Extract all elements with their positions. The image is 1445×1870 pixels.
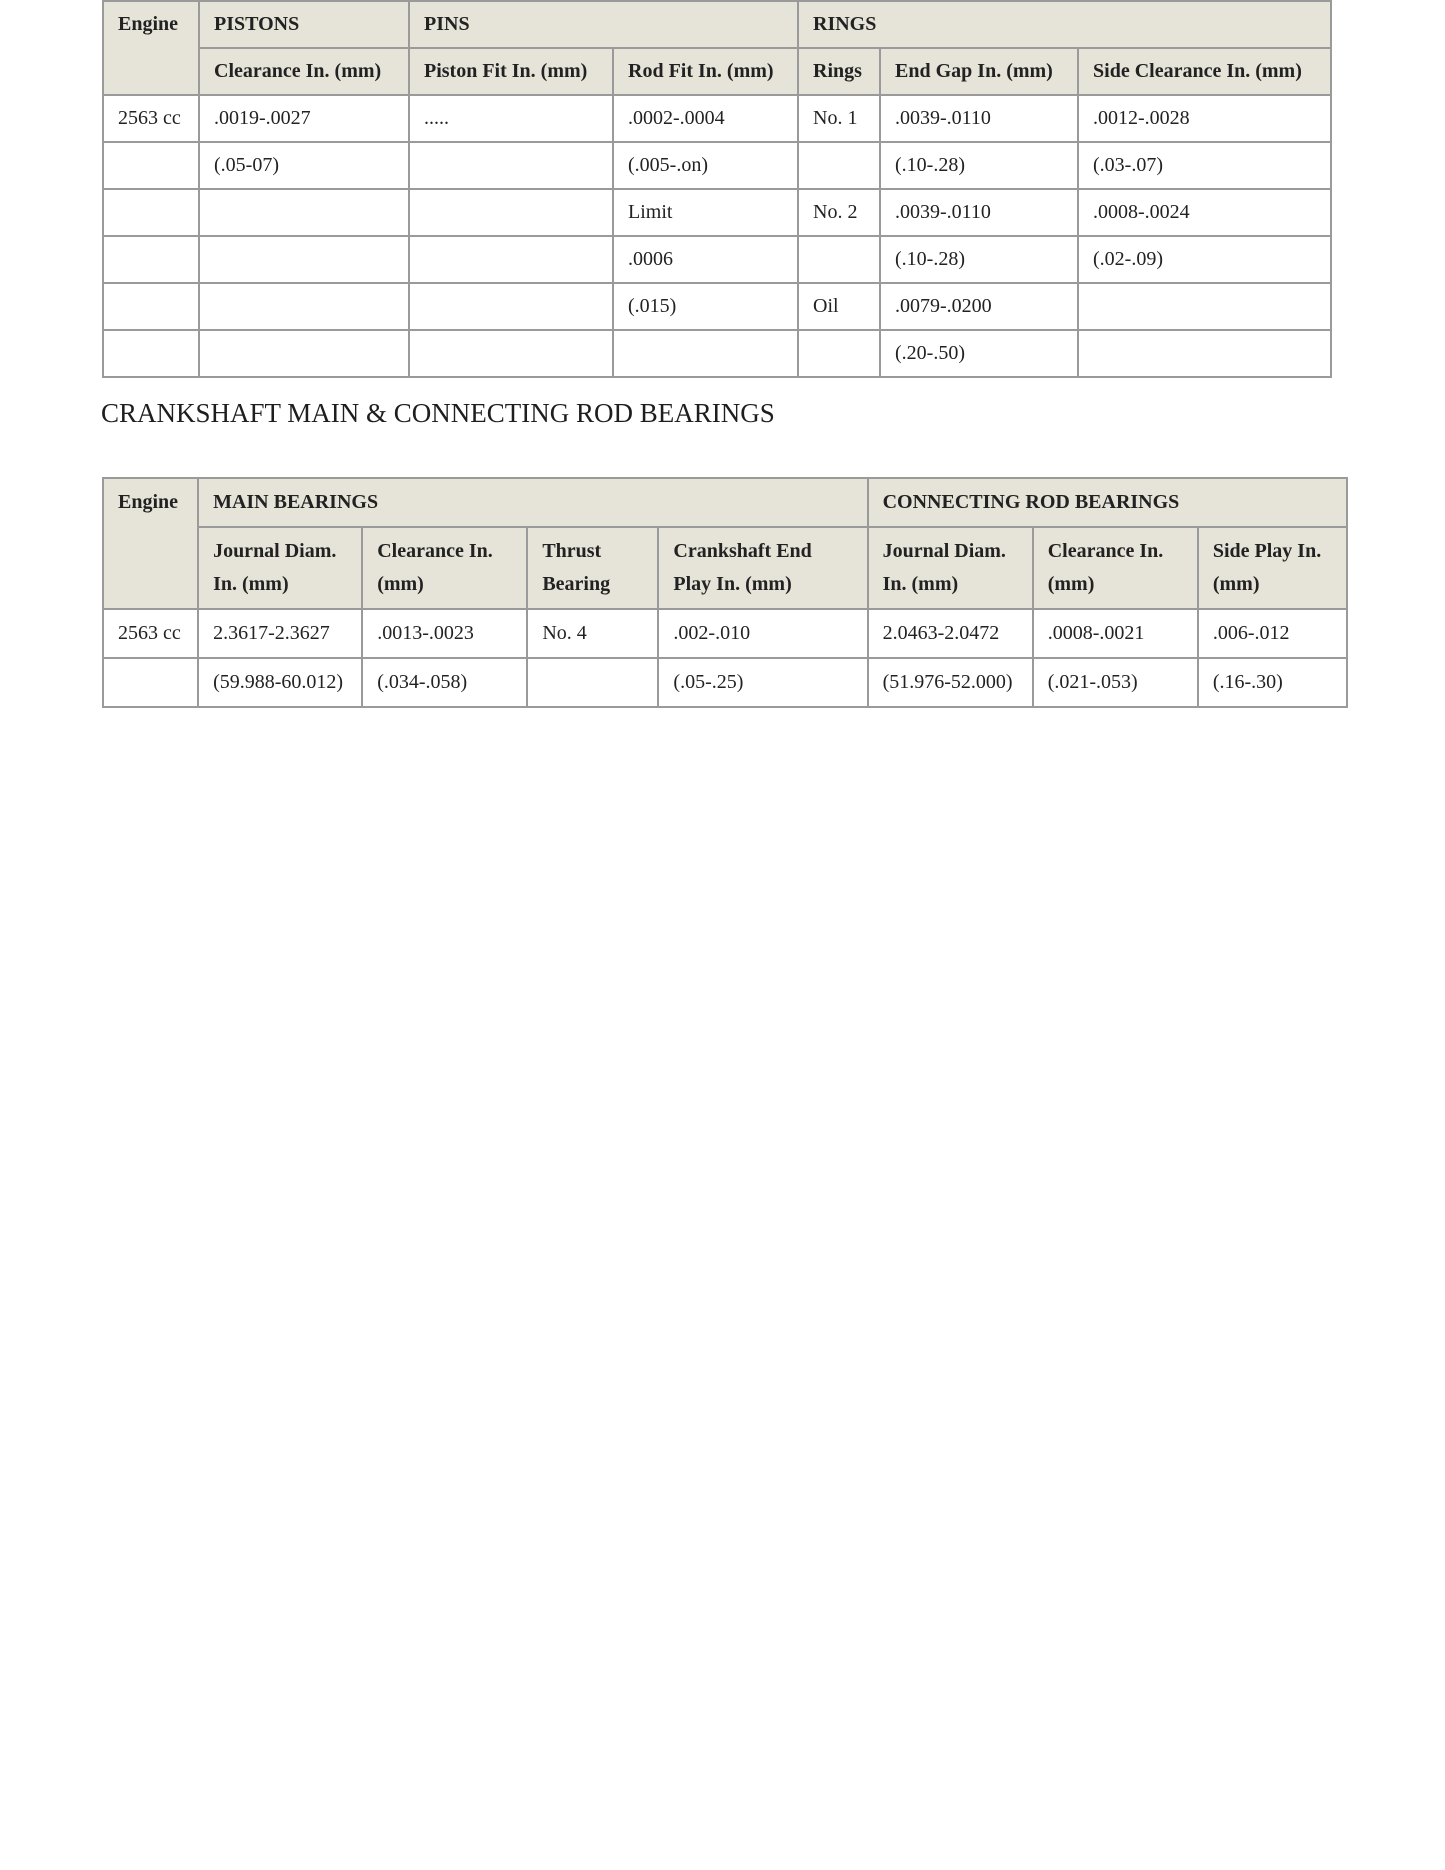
header-main-journal: Journal Diam. In. (mm)	[198, 527, 362, 609]
header-row-top	[103, 478, 1347, 527]
table-cell: No. 4	[527, 609, 658, 658]
header-row-sub	[103, 48, 1331, 95]
table-row	[103, 658, 1347, 707]
table-cell: No. 2	[798, 189, 880, 236]
table-cell: 2.3617-2.3627	[198, 609, 362, 658]
table-cell	[409, 236, 613, 283]
table-cell	[103, 283, 199, 330]
table-cell: Oil	[798, 283, 880, 330]
header-pins: PINS	[409, 1, 798, 48]
table-cell: (.16-.30)	[1198, 658, 1347, 707]
table-row	[103, 609, 1347, 658]
table-cell: (.05-.25)	[658, 658, 867, 707]
table-cell: .0019-.0027	[199, 95, 409, 142]
table-cell: 2.0463-2.0472	[868, 609, 1033, 658]
table-cell: .....	[409, 95, 613, 142]
table-cell	[103, 189, 199, 236]
table-cell: .006-.012	[1198, 609, 1347, 658]
header-rod-fit: Rod Fit In. (mm)	[613, 48, 798, 95]
table-cell	[798, 142, 880, 189]
table-cell: (.015)	[613, 283, 798, 330]
table-cell: .0002-.0004	[613, 95, 798, 142]
crankshaft-bearings-table	[102, 477, 1348, 708]
header-row-sub	[103, 527, 1347, 609]
table-cell: (.021-.053)	[1033, 658, 1198, 707]
table-cell: No. 1	[798, 95, 880, 142]
table-cell	[409, 283, 613, 330]
table-cell: .0039-.0110	[880, 189, 1078, 236]
table-cell: .0012-.0028	[1078, 95, 1331, 142]
table-cell	[199, 330, 409, 377]
table-cell: .0008-.0024	[1078, 189, 1331, 236]
table-row	[103, 189, 1331, 236]
header-main-bearings: MAIN BEARINGS	[198, 478, 868, 527]
header-thrust-bearing: Thrust Bearing	[527, 527, 658, 609]
table-cell	[409, 142, 613, 189]
table-cell	[1078, 283, 1331, 330]
table-cell: 2563 cc	[103, 95, 199, 142]
table-cell: (.10-.28)	[880, 236, 1078, 283]
table-row	[103, 236, 1331, 283]
header-piston-fit: Piston Fit In. (mm)	[409, 48, 613, 95]
header-piston-clearance: Clearance In. (mm)	[199, 48, 409, 95]
table-cell: .0006	[613, 236, 798, 283]
table-cell	[798, 330, 880, 377]
table-cell: (59.988-60.012)	[198, 658, 362, 707]
table-cell: (.02-.09)	[1078, 236, 1331, 283]
table-cell: Limit	[613, 189, 798, 236]
header-side-clearance: Side Clearance In. (mm)	[1078, 48, 1331, 95]
table-cell: .0039-.0110	[880, 95, 1078, 142]
header-engine: Engine	[103, 1, 199, 95]
header-rod-journal: Journal Diam. In. (mm)	[868, 527, 1033, 609]
table-cell: .002-.010	[658, 609, 867, 658]
header-connecting-rod-bearings: CONNECTING ROD BEARINGS	[868, 478, 1347, 527]
table-cell	[798, 236, 880, 283]
table-cell: (.03-.07)	[1078, 142, 1331, 189]
table-cell: .0013-.0023	[362, 609, 527, 658]
table-cell	[199, 283, 409, 330]
table-cell	[103, 236, 199, 283]
header-row-top	[103, 1, 1331, 48]
table-cell	[409, 330, 613, 377]
header-main-clearance: Clearance In. (mm)	[362, 527, 527, 609]
table-cell	[527, 658, 658, 707]
table-cell: (.05-07)	[199, 142, 409, 189]
header-engine: Engine	[103, 478, 198, 609]
table-cell: (.10-.28)	[880, 142, 1078, 189]
table-cell: (.005-.on)	[613, 142, 798, 189]
table-cell	[613, 330, 798, 377]
table-cell	[103, 658, 198, 707]
table-cell	[199, 236, 409, 283]
table-cell: (51.976-52.000)	[868, 658, 1033, 707]
table-cell	[409, 189, 613, 236]
table-cell: (.20-.50)	[880, 330, 1078, 377]
table-row	[103, 330, 1331, 377]
header-end-gap: End Gap In. (mm)	[880, 48, 1078, 95]
table-cell	[103, 142, 199, 189]
table-row	[103, 95, 1331, 142]
table-cell: .0079-.0200	[880, 283, 1078, 330]
table-cell: 2563 cc	[103, 609, 198, 658]
header-rings: RINGS	[798, 1, 1331, 48]
header-end-play: Crankshaft End Play In. (mm)	[658, 527, 867, 609]
table-cell: .0008-.0021	[1033, 609, 1198, 658]
table-cell	[103, 330, 199, 377]
table-cell	[199, 189, 409, 236]
header-rings-no: Rings	[798, 48, 880, 95]
table-row	[103, 283, 1331, 330]
pistons-pins-rings-table	[102, 0, 1332, 378]
header-pistons: PISTONS	[199, 1, 409, 48]
table-cell	[1078, 330, 1331, 377]
section-title: CRANKSHAFT MAIN & CONNECTING ROD BEARINGS	[101, 398, 775, 428]
header-side-play: Side Play In. (mm)	[1198, 527, 1347, 609]
header-rod-clearance: Clearance In. (mm)	[1033, 527, 1198, 609]
table-row	[103, 142, 1331, 189]
table-cell: (.034-.058)	[362, 658, 527, 707]
